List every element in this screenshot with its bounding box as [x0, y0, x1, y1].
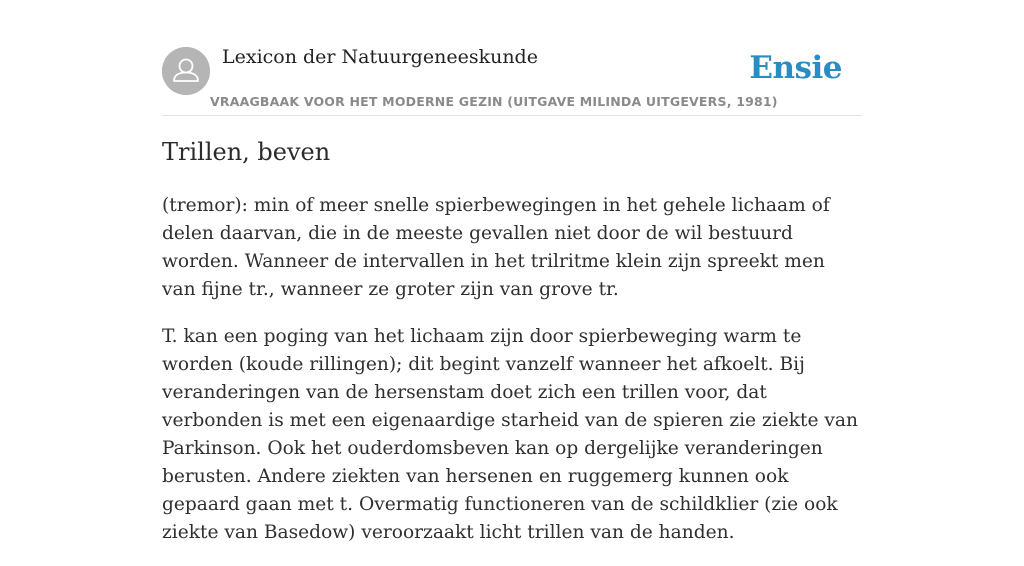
user-icon[interactable]: [162, 47, 210, 95]
brand-logo[interactable]: Ensie: [749, 50, 842, 86]
source-header: [162, 44, 862, 116]
entry-title: Trillen, beven: [162, 138, 331, 166]
entry-paragraph-2: T. kan een poging van het lichaam zijn door spierbeweging warm te worden (koude rillingen); dit begint vanzelf wanneer het afkoelt. Bij veranderingen van de hersenstam doet zich een trillen voor, dat verbonden is met een eigenaardige starheid van de spieren zie ziekte van Parkinson. Ook het ouderdomsbeven kan op dergelijke veranderingen berusten. Andere ziekten van hersenen en ruggemerg kunnen ook gepaard gaan met t. Overmatig functioneren van de schildklier (zie ook ziekte van Basedow) veroorzaakt licht trillen van de handen.: [162, 326, 858, 543]
source-title[interactable]: Lexicon der Natuurgeneeskunde: [222, 46, 538, 68]
source-subtitle: VRAAGBAAK VOOR HET MODERNE GEZIN (UITGAVE MILINDA UITGEVERS, 1981): [210, 94, 778, 109]
entry-body: [162, 192, 862, 566]
entry-paragraph-1: (tremor): min of meer snelle spierbewegingen in het gehele lichaam of delen daarvan, die in de meeste gevallen niet door de wil bestuurd worden. Wanneer de intervallen in het trilritme klein zijn spreekt men van fijne tr., wanneer ze groter zijn van grove tr.: [162, 195, 830, 300]
header-divider: [162, 115, 862, 116]
